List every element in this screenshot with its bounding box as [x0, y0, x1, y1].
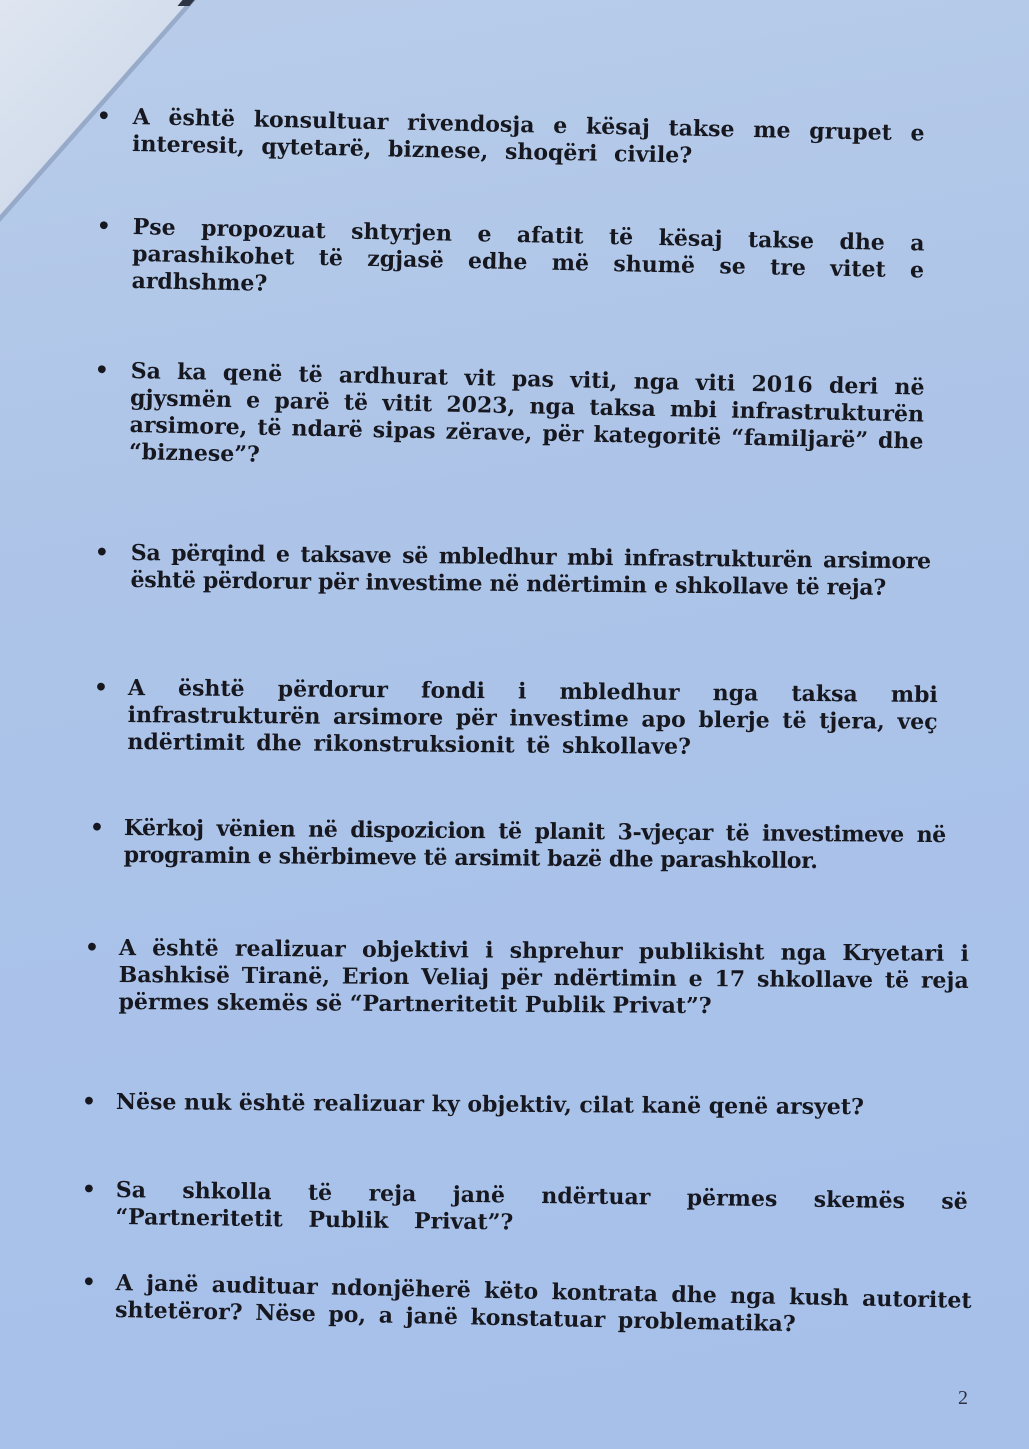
bullet-icon: • [81, 1088, 97, 1115]
bullet-icon: • [96, 103, 112, 130]
bullet-icon: • [94, 539, 109, 566]
bullet-icon: • [81, 1269, 97, 1296]
question-item [84, 934, 969, 1022]
question-text: Sa ka qenë të ardhurat vit pas viti, nga viti 2016 deri në gjysmën e parë të vitit 2023, nga taksa mbi infrastrukturën arsimore, të ndarë sipas zërave, për kategoritë “familjarë” dhe “biznese”? [128, 358, 925, 468]
bullet-icon: • [96, 213, 112, 240]
question-text: A është përdorur fondi i mbledhur nga taksa mbi infrastrukturën arsimore për investime apo blerje të tjera, veç ndërtimit dhe rikonstruksionit të shkollave? [127, 675, 938, 760]
question-item [93, 674, 938, 763]
question-item [81, 1269, 972, 1342]
corner-mark [177, 0, 194, 6]
page-number: 2 [958, 1387, 968, 1409]
question-text: Sa përqind e taksave së mbledhur mbi infrastrukturën arsimore është përdorur për investime në ndërtimin e shkollave të reja? [130, 540, 931, 601]
bullet-icon: • [84, 934, 100, 961]
question-item [81, 1088, 976, 1122]
bullet-icon: • [94, 357, 110, 384]
question-item [94, 357, 925, 483]
question-text: A është konsultuar rivendosja e kësaj takse me grupet e interesit, qytetarë, biznese, shoqëri civile? [131, 104, 925, 169]
question-item [96, 103, 925, 175]
question-text: A është realizuar objektivi i shprehur publikisht nga Kryetari i Bashkisë Tiranë, Erion Veliaj për ndërtimin e 17 shkollave të reja përmes skemës së “Partneritetit Publik Privat”? [118, 935, 969, 1020]
question-text: Sa shkolla të reja janë ndërtuar përmes skemës së “Partneritetit Publik Privat”? [115, 1177, 968, 1236]
question-text: Kërkoj vënien në dispozicion të planit 3-vjeçar të investimeve në programin e shërbimeve të arsimit bazë dhe parashkollor. [123, 815, 946, 875]
bullet-icon: • [89, 814, 104, 841]
question-text: A janë audituar ndonjëherë këto kontrata dhe nga kush autoritet shtetëror? Nëse po, a janë konstatuar problematika? [114, 1270, 972, 1338]
question-text: Pse propozuat shtyrjen e afatit të kësaj takse dhe a parashikohet të zgjasë edhe më shumë se tre vitet e ardhshme? [131, 214, 925, 297]
bullet-icon: • [93, 674, 109, 701]
question-item [96, 213, 925, 312]
question-item [94, 539, 931, 602]
question-item [89, 814, 946, 876]
bullet-icon: • [81, 1176, 97, 1203]
question-text: Nëse nuk është realizuar ky objektiv, cilat kanë qenë arsyet? [115, 1089, 864, 1121]
question-item [81, 1176, 968, 1243]
